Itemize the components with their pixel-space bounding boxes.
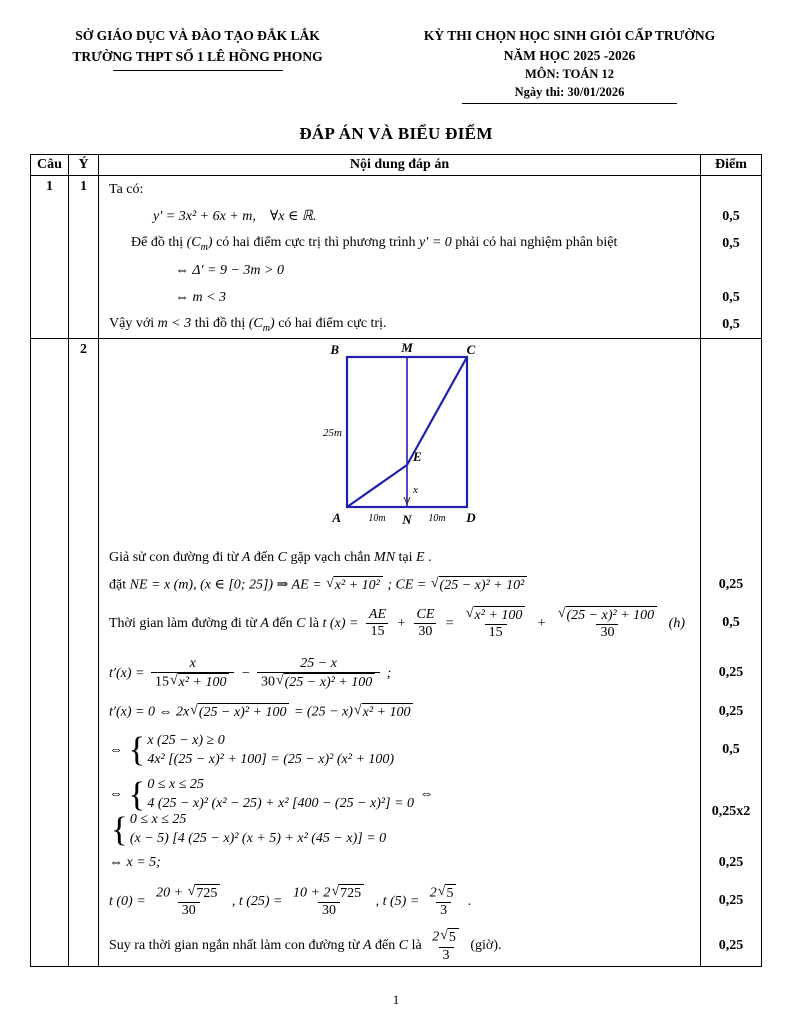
math-run: t′(x) = xyxy=(109,665,148,681)
subscript: m xyxy=(262,322,271,334)
fraction-denominator xyxy=(485,624,507,641)
text-run: (giờ). xyxy=(466,938,502,954)
exam-title: KỲ THI CHỌN HỌC SINH GIỎI CẤP TRƯỜNG xyxy=(423,28,716,43)
line-inner xyxy=(109,928,694,964)
score-cell: 0,25 xyxy=(700,849,761,876)
math-run: m < 3 xyxy=(157,315,192,331)
square-root xyxy=(188,884,221,903)
line-content xyxy=(99,311,700,338)
line-content xyxy=(99,725,700,775)
math-run: = xyxy=(441,615,458,631)
score-cell: 0,5 xyxy=(700,230,761,257)
label-C: C xyxy=(466,342,475,358)
score-cell xyxy=(700,339,761,544)
math-run: AE xyxy=(368,606,387,622)
content-line xyxy=(99,311,761,338)
col-header-y: Ý xyxy=(69,155,99,175)
issuer-block xyxy=(30,26,365,71)
label-A: A xyxy=(331,510,341,526)
subscript: m xyxy=(200,241,208,253)
page-number: 1 xyxy=(392,992,400,1007)
fraction xyxy=(553,606,662,642)
score-cell: 0,25 xyxy=(700,926,761,966)
radical-sign-icon: √ xyxy=(353,702,362,718)
score-cell xyxy=(700,176,761,203)
header-rule-left xyxy=(113,70,283,71)
label-E: E xyxy=(412,449,422,465)
math-run: E xyxy=(416,549,425,565)
line-content xyxy=(99,284,700,311)
square-root xyxy=(466,606,526,625)
fraction-numerator xyxy=(412,607,438,623)
line-content xyxy=(99,176,700,203)
answer-row xyxy=(31,176,761,338)
fraction-denominator xyxy=(439,947,454,964)
fraction xyxy=(412,607,438,640)
math-run: (25 − x)² + 100 xyxy=(566,607,655,623)
text-run: đến xyxy=(268,615,297,631)
square-root xyxy=(431,576,528,595)
text-run: thì đồ thị xyxy=(191,315,249,331)
text-run: 5 xyxy=(448,930,456,946)
text-run: tại xyxy=(395,549,417,565)
school-name: TRƯỜNG THPT SỐ 1 LÊ HỒNG PHONG xyxy=(72,48,323,64)
exam-date: Ngày thi: 30/01/2026 xyxy=(514,85,625,100)
math-run: (C xyxy=(248,315,263,331)
score-cell: 0,25 xyxy=(700,698,761,725)
score-cell: 0,5 xyxy=(700,284,761,311)
math-run: x² + 100 xyxy=(178,674,227,690)
radicand xyxy=(284,673,376,692)
math-run: C xyxy=(296,615,306,631)
square-root xyxy=(438,884,457,903)
fraction-numerator xyxy=(289,884,369,903)
math-run: A xyxy=(362,938,372,954)
radicand xyxy=(448,928,459,947)
math-run: ⇔ x = 5; xyxy=(109,854,161,870)
text-run: phải có hai nghiệm phân biệt xyxy=(451,234,618,250)
math-run: (25 − x)² + 100 xyxy=(284,674,373,690)
math-run: x (25 − x) ≥ 0 xyxy=(147,732,225,748)
radicand xyxy=(178,673,230,692)
text-run: 3 xyxy=(440,903,448,919)
line-inner xyxy=(109,341,694,542)
y-cell: 1 xyxy=(69,176,99,338)
radical-sign-icon: √ xyxy=(275,672,284,688)
content-line xyxy=(99,571,761,598)
line-inner xyxy=(109,235,694,253)
case-row xyxy=(130,812,386,828)
radical-sign-icon: √ xyxy=(326,575,334,591)
math-run: (25 − x)² + 100 xyxy=(198,704,287,720)
math-run: CE xyxy=(416,606,435,622)
math-run: 0 ≤ x ≤ 25 xyxy=(147,777,204,793)
score-cell: 0,5 xyxy=(700,311,761,338)
line-content xyxy=(99,648,700,698)
radicand xyxy=(339,884,364,903)
math-run: ⇔ xyxy=(109,787,127,803)
text-run: 30 xyxy=(181,903,196,919)
label-N: N xyxy=(401,512,412,528)
math-run: 0 ≤ x ≤ 25 xyxy=(129,812,187,828)
content-lines xyxy=(99,176,761,338)
content-line xyxy=(99,230,761,257)
fraction-denominator xyxy=(257,672,380,692)
line-content xyxy=(99,544,700,571)
content-line xyxy=(99,176,761,203)
label-x: x xyxy=(412,484,418,497)
case-row xyxy=(147,752,394,768)
math-run: C xyxy=(398,938,409,954)
math-run: A xyxy=(241,549,251,565)
text-run: Thời gian làm đường đi từ xyxy=(109,615,261,631)
math-run: + xyxy=(533,615,550,631)
math-run: x² + 10² xyxy=(334,577,380,593)
case-row xyxy=(147,733,394,749)
text-run: Suy ra thời gian ngắn nhất làm con đường từ xyxy=(109,938,363,954)
math-run: 4x² [(25 − x)² + 100] = (25 − x)² (x² + 100) xyxy=(147,751,395,767)
line-inner xyxy=(109,774,694,849)
score-cell xyxy=(700,544,761,571)
square-root xyxy=(190,703,289,722)
radical-sign-icon: √ xyxy=(430,575,439,591)
math-run: t (0) = xyxy=(109,893,150,909)
score-cell: 0,25 xyxy=(700,571,761,598)
department-name: SỞ GIÁO DỤC VÀ ĐÀO TẠO ĐẮK LẮK xyxy=(75,28,320,43)
text-run: đến xyxy=(250,549,278,565)
case-row xyxy=(147,796,414,812)
text-run: Để đồ thị xyxy=(131,234,187,250)
case-row xyxy=(147,777,414,793)
text-run: 15 xyxy=(488,625,503,641)
math-run: t (x) = xyxy=(322,615,362,631)
math-run: (x ∈ [0; 25]) ⇒ AE = xyxy=(200,577,326,593)
text-run: 725 xyxy=(340,885,362,901)
radical-sign-icon: √ xyxy=(331,883,340,899)
brace-icon: { xyxy=(128,730,146,770)
line-content xyxy=(99,571,700,598)
col-header-content: Nội dung đáp án xyxy=(349,157,450,173)
text-run: có hai điểm cực trị thì phương trình xyxy=(212,234,420,250)
page-title: ĐÁP ÁN VÀ BIỂU ĐIỂM xyxy=(299,124,493,144)
radicand xyxy=(439,576,528,595)
text-run: 3 xyxy=(442,947,450,963)
col-header-diem: Điểm xyxy=(700,155,761,175)
answer-row xyxy=(31,338,761,966)
line-content xyxy=(99,876,700,926)
math-run: C xyxy=(277,549,287,565)
math-run: 10 + 2 xyxy=(292,885,331,901)
content-line xyxy=(99,284,761,311)
line-inner xyxy=(109,208,694,225)
text-run: . xyxy=(424,549,432,565)
math-run: 4 (25 − x)² (x² − 25) + x² [400 − (25 − x)²] = 0 xyxy=(147,796,415,812)
text-run: 15 xyxy=(154,674,169,690)
score-cell xyxy=(700,257,761,284)
line-inner xyxy=(109,884,694,920)
radical-sign-icon: √ xyxy=(190,702,198,718)
label-10m-left: 10m xyxy=(367,513,386,525)
line-inner xyxy=(109,263,694,279)
fraction xyxy=(426,884,462,920)
fraction-numerator xyxy=(365,607,390,623)
line-content xyxy=(99,257,700,284)
radical-sign-icon: √ xyxy=(465,605,474,621)
math-run: 20 + xyxy=(156,885,187,901)
road-diagram xyxy=(247,341,557,537)
fraction-numerator xyxy=(428,928,464,947)
radicand xyxy=(474,606,526,625)
score-cell: 0,5 xyxy=(700,203,761,230)
math-run: x xyxy=(189,655,196,671)
math-run: (C xyxy=(186,234,201,250)
cau-cell xyxy=(31,339,69,966)
label-B: B xyxy=(329,342,339,358)
system-of-conditions xyxy=(111,809,387,849)
text-run: 30 xyxy=(260,674,275,690)
line-content xyxy=(99,598,700,648)
fraction-numerator xyxy=(426,884,462,903)
square-root xyxy=(276,673,375,692)
score-cell: 0,25 xyxy=(700,876,761,926)
line-inner xyxy=(109,290,694,306)
content-line xyxy=(99,339,761,544)
content-line xyxy=(99,648,761,698)
fraction-numerator xyxy=(461,606,531,625)
math-run: ⇔ xyxy=(109,742,127,758)
math-run: (25 − x)² + 10² xyxy=(439,577,525,593)
brace-icon: { xyxy=(111,809,128,849)
content-line xyxy=(99,926,761,966)
content-line xyxy=(99,725,761,775)
content-line xyxy=(99,698,761,725)
score-cell: 0,5 xyxy=(700,598,761,648)
header-rule-right xyxy=(462,103,677,104)
fraction-denominator xyxy=(366,623,388,640)
math-run: ; CE = xyxy=(383,577,430,593)
line-content xyxy=(99,926,700,966)
math-run: x² + 100 xyxy=(362,704,411,720)
line-content xyxy=(99,230,700,257)
fraction-denominator xyxy=(414,623,436,640)
math-run: , t (25) = xyxy=(228,893,286,909)
fraction-numerator xyxy=(553,606,662,625)
math-run: MN xyxy=(374,549,396,565)
text-run: đến xyxy=(371,938,399,954)
system-of-conditions xyxy=(128,774,415,814)
radicand xyxy=(445,884,456,903)
math-run: ; xyxy=(383,665,392,681)
fraction xyxy=(257,656,380,692)
math-run: (x − 5) [4 (25 − x)² (x + 5) + x² (45 − x)] = 0 xyxy=(129,831,387,847)
math-run: 2 xyxy=(429,885,437,901)
text-run: 30 xyxy=(322,903,337,919)
score-cell: 0,5 xyxy=(700,725,761,775)
math-run: + xyxy=(393,615,410,631)
radical-sign-icon: √ xyxy=(437,883,446,899)
text-run xyxy=(256,209,270,224)
line-inner xyxy=(109,182,694,198)
segment-AE xyxy=(347,465,407,507)
content-lines xyxy=(99,339,761,966)
text-run: Giả sử con đường đi từ xyxy=(109,549,242,565)
score-cell: 0,25x2 xyxy=(700,775,761,849)
fraction xyxy=(152,884,225,920)
math-run: ) xyxy=(207,234,213,250)
square-root xyxy=(440,928,459,947)
math-run: t′(x) = 0 ⇔ 2x xyxy=(109,704,190,720)
math-run: x² + 100 xyxy=(474,607,523,623)
fraction xyxy=(428,928,464,964)
math-run: y′ = 0 xyxy=(419,234,452,250)
subject-line: MÔN: TOÁN 12 xyxy=(524,67,615,82)
exam-block xyxy=(377,26,762,104)
case-rows xyxy=(130,812,386,847)
line-content xyxy=(99,203,700,230)
text-run: 15 xyxy=(370,623,385,639)
line-content xyxy=(99,849,700,876)
line-inner xyxy=(109,855,694,871)
square-root xyxy=(558,606,657,625)
col-header-cau: Câu xyxy=(31,155,69,175)
content-line xyxy=(99,598,761,648)
line-inner xyxy=(109,703,694,722)
fraction xyxy=(289,884,369,920)
math-run: (h) xyxy=(665,615,685,631)
fraction xyxy=(151,656,235,692)
math-run: ⇔ xyxy=(416,787,434,803)
system-of-conditions xyxy=(128,730,395,770)
radicand xyxy=(334,576,383,595)
table-body xyxy=(31,176,761,966)
line-inner xyxy=(109,316,694,334)
fraction-denominator xyxy=(178,902,200,919)
answer-table xyxy=(30,154,762,967)
brace-icon: { xyxy=(128,774,146,814)
math-run: y′ = 3x² + 6x + m, xyxy=(153,209,256,225)
line-content xyxy=(99,698,700,725)
radicand xyxy=(362,703,414,722)
text-run: là xyxy=(305,615,323,631)
line-inner xyxy=(109,550,694,566)
label-10m-right: 10m xyxy=(427,513,446,525)
content-line xyxy=(99,257,761,284)
table-header-row xyxy=(31,155,761,176)
content-line xyxy=(99,203,761,230)
square-root xyxy=(354,703,414,722)
fraction-numerator xyxy=(152,884,225,903)
cau-cell: 1 xyxy=(31,176,69,338)
line-inner xyxy=(109,656,694,692)
y-cell: 2 xyxy=(69,339,99,966)
text-run: 5 xyxy=(446,885,454,901)
math-run: NE = x (m), xyxy=(129,577,197,593)
radical-sign-icon: √ xyxy=(557,605,566,621)
text-run: gặp vạch chắn xyxy=(286,549,375,565)
math-run: A xyxy=(260,615,269,631)
fraction-numerator xyxy=(296,656,341,672)
label-25m: 25m xyxy=(322,427,342,440)
square-root xyxy=(170,673,230,692)
math-run: ∀x ∈ ℝ. xyxy=(269,209,317,225)
content-line xyxy=(99,544,761,571)
text-run: 30 xyxy=(600,625,615,641)
line-content xyxy=(99,775,700,849)
text-run: đặt xyxy=(109,577,130,593)
case-rows xyxy=(147,733,394,768)
document-header xyxy=(30,26,762,104)
math-run: ⇔ m < 3 xyxy=(175,289,227,305)
radicand xyxy=(195,884,220,903)
line-inner xyxy=(109,606,694,642)
fraction-denominator xyxy=(436,902,451,919)
line-content xyxy=(99,339,700,544)
text-run: là xyxy=(408,938,426,954)
text-run: 30 xyxy=(418,623,433,639)
math-run: ⇔ Δ′ = 9 − 3m > 0 xyxy=(175,262,284,278)
radicand xyxy=(566,606,658,625)
math-run: , t (5) = xyxy=(372,893,423,909)
radicand xyxy=(198,703,290,722)
line-inner xyxy=(109,576,694,595)
math-run: ) xyxy=(270,315,275,331)
square-root xyxy=(331,884,364,903)
radical-sign-icon: √ xyxy=(187,883,196,899)
fraction xyxy=(365,607,390,640)
fraction-denominator xyxy=(318,902,340,919)
label-D: D xyxy=(465,510,476,526)
content-line xyxy=(99,876,761,926)
content-line xyxy=(99,775,761,849)
label-M: M xyxy=(400,341,413,356)
math-run: − xyxy=(237,665,254,681)
line-inner xyxy=(109,730,694,770)
case-row xyxy=(130,831,386,847)
fraction-denominator xyxy=(151,672,235,692)
math-run: 25 − x xyxy=(300,655,337,671)
radical-sign-icon: √ xyxy=(440,928,448,944)
text-run: 725 xyxy=(196,885,218,901)
school-year: NĂM HỌC 2025 -2026 xyxy=(503,47,636,63)
math-run: = (25 − x) xyxy=(290,704,353,720)
math-run: 2 xyxy=(432,929,440,945)
radical-sign-icon: √ xyxy=(169,672,178,688)
content-line xyxy=(99,849,761,876)
fraction xyxy=(461,606,531,642)
fraction-denominator xyxy=(596,624,618,641)
fraction-numerator xyxy=(186,656,200,672)
text-run: Ta có: xyxy=(109,181,144,197)
text-run: Vậy với xyxy=(109,315,158,331)
text-run: có hai điểm cực trị. xyxy=(274,315,387,331)
case-rows xyxy=(147,777,414,812)
math-run: . xyxy=(464,893,472,909)
score-cell: 0,25 xyxy=(700,648,761,698)
square-root xyxy=(326,576,383,595)
